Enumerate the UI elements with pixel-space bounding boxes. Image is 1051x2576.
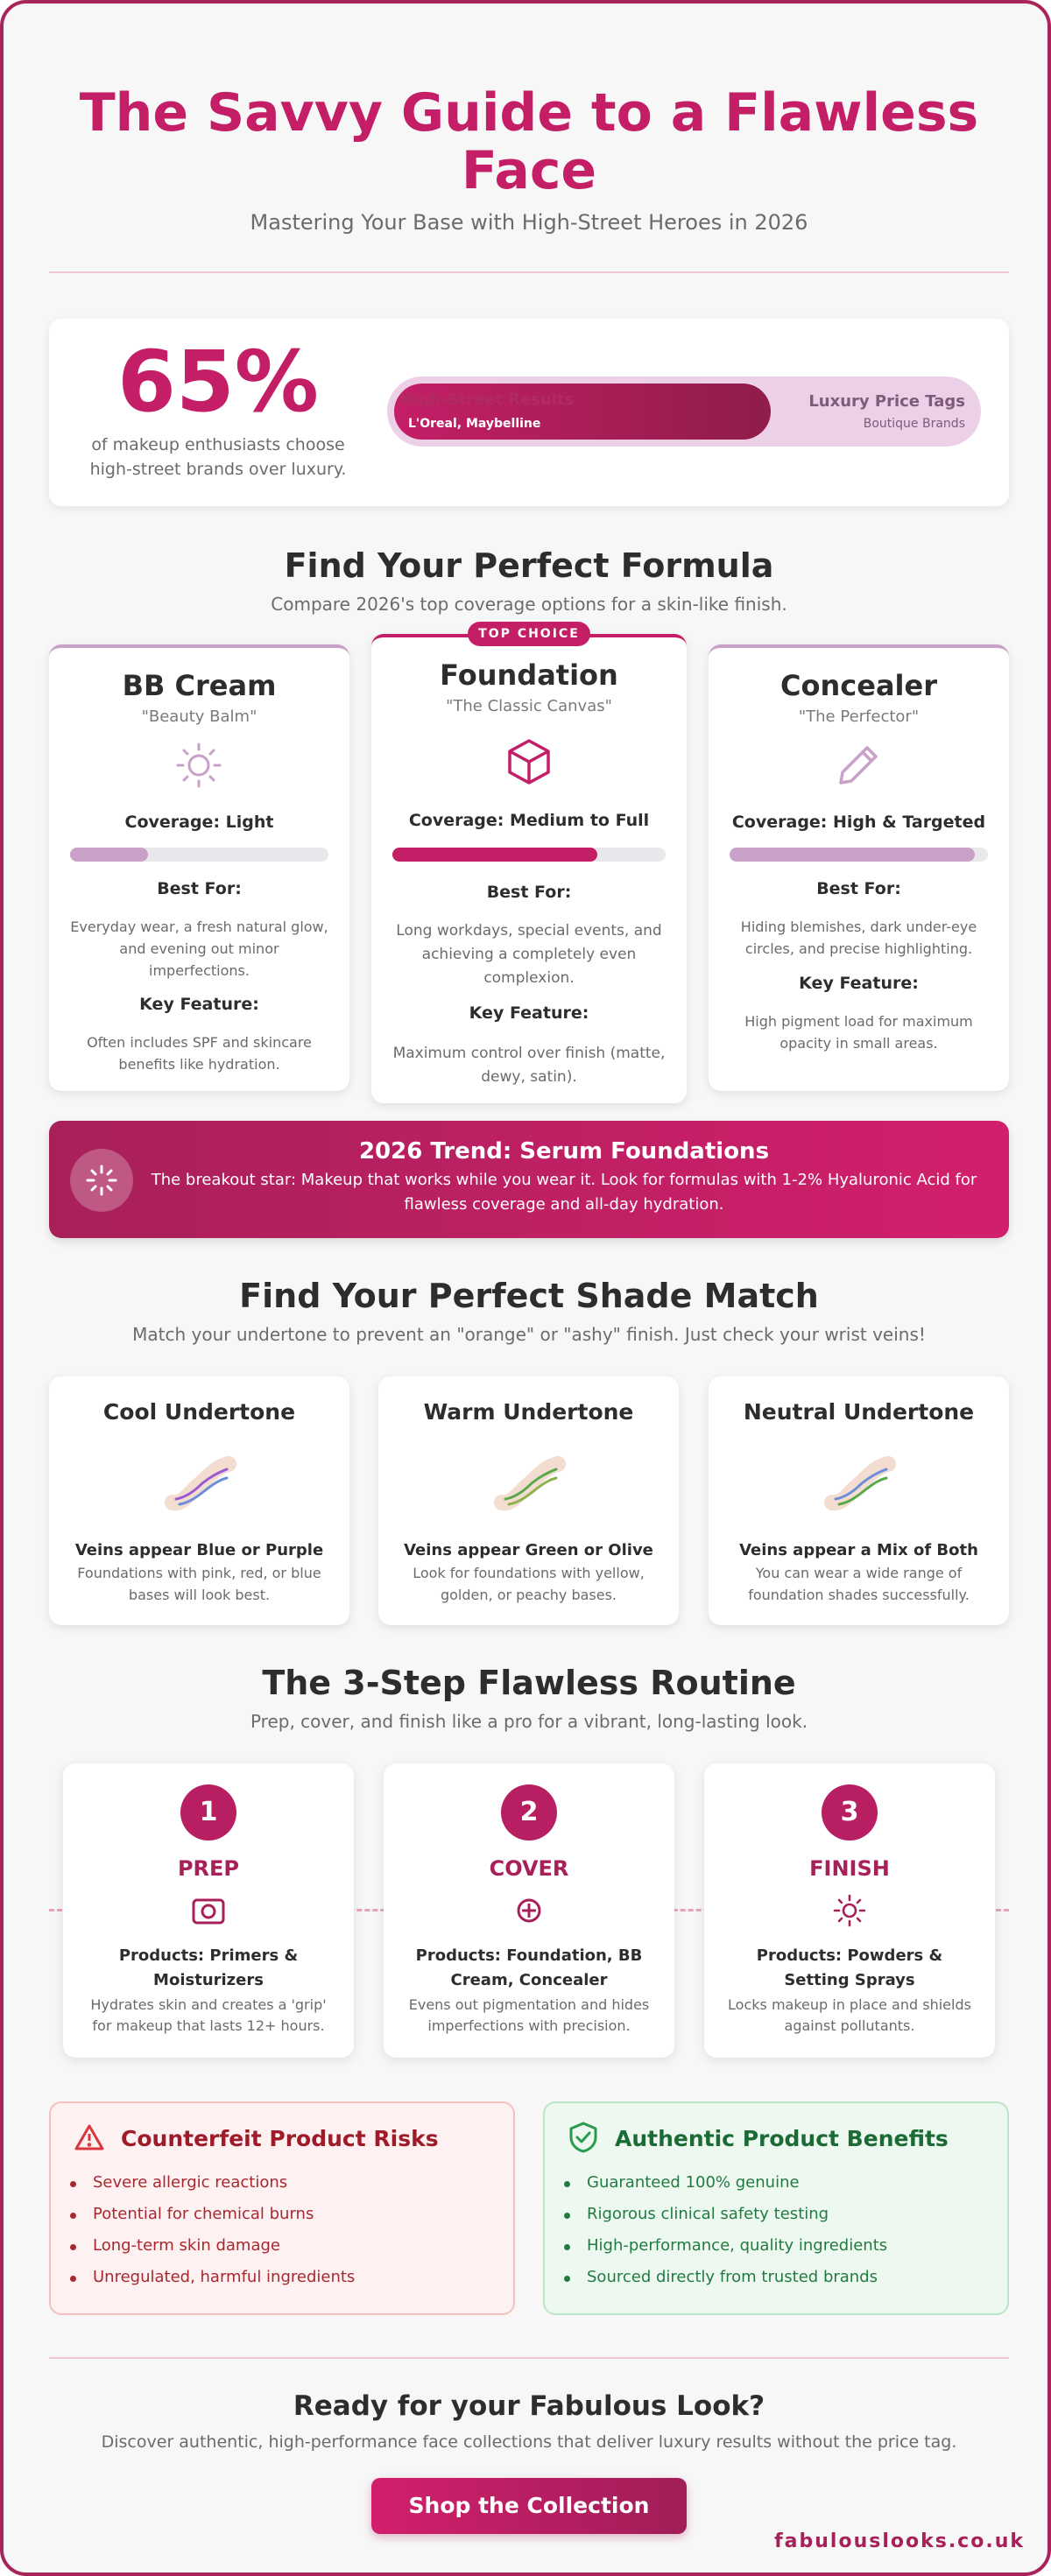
best-for-text: Everyday wear, a fresh natural glow, and evening out minor imperfections.	[70, 918, 328, 979]
cta-title: Ready for your Fabulous Look?	[293, 2390, 765, 2422]
bullet	[564, 2213, 570, 2219]
step-number: 1	[180, 1784, 236, 1841]
page-title: The Savvy Guide to a Flawless Face	[79, 82, 979, 201]
luxury-brands: Boutique Brands	[863, 417, 965, 431]
coverage-bar-track	[392, 848, 666, 862]
divider	[49, 271, 1009, 273]
step-card-prep	[63, 1763, 354, 2058]
bullet	[70, 2244, 76, 2250]
formula-name: Foundation	[440, 658, 618, 692]
formula-nickname: "The Classic Canvas"	[446, 697, 612, 715]
step-card-cover	[384, 1763, 674, 2058]
routine-subtitle: Prep, cover, and finish like a pro for a vibrant, long-lasting look.	[250, 1711, 808, 1732]
undertone-name: Warm Undertone	[423, 1399, 634, 1425]
key-feature-label: Key Feature:	[139, 995, 259, 1014]
stat-description: of makeup enthusiasts choose high-street brands over luxury.	[89, 435, 347, 479]
bullet	[564, 2276, 570, 2282]
shop-collection-button[interactable]: Shop the Collection	[371, 2478, 687, 2534]
vein-description: Veins appear a Mix of Both	[739, 1541, 978, 1559]
circle-cross-icon	[513, 1895, 545, 1930]
key-feature-label: Key Feature:	[799, 974, 919, 993]
coverage-bar-fill	[392, 848, 597, 862]
step-description: Hydrates skin and creates a 'grip' for makeup that lasts 12+ hours.	[90, 1996, 327, 2034]
best-for-text: Hiding blemishes, dark under-eye circles, and precise highlighting.	[740, 918, 977, 957]
shield-check-icon	[568, 2121, 599, 2157]
wrist-veins-icon	[823, 1453, 897, 1520]
step-description: Locks makeup in place and shields against pollutants.	[728, 1996, 971, 2034]
high-street-brands: L'Oreal, Maybelline	[408, 417, 541, 431]
formula-nickname: "The Perfector"	[798, 707, 920, 726]
bullet	[564, 2181, 570, 2187]
list-item	[564, 2173, 1002, 2205]
coverage-bar-fill	[730, 848, 975, 862]
undertone-advice: Look for foundations with yellow, golden, or peachy bases.	[413, 1565, 645, 1603]
step-number: 2	[501, 1784, 557, 1841]
risk-text: Potential for chemical burns	[93, 2205, 314, 2223]
wrist-veins-icon	[164, 1453, 237, 1520]
benefit-text: Sourced directly from trusted brands	[587, 2268, 878, 2286]
formula-title: Find Your Perfect Formula	[284, 546, 774, 585]
risks-title: Counterfeit Product Risks	[121, 2126, 439, 2151]
list-item	[70, 2236, 508, 2268]
formula-name: BB Cream	[122, 669, 277, 702]
trend-title: 2026 Trend: Serum Foundations	[358, 1138, 770, 1165]
undertone-name: Cool Undertone	[102, 1399, 296, 1425]
step-name: COVER	[489, 1856, 569, 1881]
cta-subtitle: Discover authentic, high-performance face collections that deliver luxury results without the price tag.	[101, 2432, 957, 2452]
list-item	[70, 2268, 508, 2299]
warning-icon	[74, 2122, 105, 2156]
formula-card-concealer	[709, 644, 1009, 1091]
step-products: Products: Primers & Moisturizers	[118, 1946, 299, 1989]
list-item	[564, 2236, 1002, 2268]
risks-list	[70, 2173, 508, 2299]
step-products: Products: Foundation, BB Cream, Concealer	[415, 1946, 643, 1989]
step-number: 3	[822, 1784, 878, 1841]
key-feature-text: Maximum control over finish (matte, dewy, satin).	[392, 1045, 666, 1086]
top-choice-badge: TOP CHOICE	[468, 622, 590, 646]
shade-card-cool	[49, 1376, 349, 1625]
trend-text: The breakout star: Makeup that works while you wear it. Look for formulas with 1-2% Hyaluronic Acid for flawless coverage and all-day hydration.	[151, 1171, 977, 1214]
shade-subtitle: Match your undertone to prevent an "orange" or "ashy" finish. Just check your wrist veins!	[132, 1324, 926, 1345]
coverage-bar-track	[70, 848, 328, 862]
coverage-label: Coverage: Light	[124, 813, 274, 832]
bullet	[70, 2213, 76, 2219]
stat-value: 65%	[117, 333, 319, 431]
formula-nickname: "Beauty Balm"	[141, 707, 257, 726]
risk-text: Long-term skin damage	[93, 2236, 280, 2255]
list-item	[564, 2268, 1002, 2299]
step-products: Products: Powders & Setting Sprays	[756, 1946, 943, 1989]
site-url[interactable]: fabulouslooks.co.uk	[774, 2530, 1025, 2552]
step-description: Evens out pigmentation and hides imperfections with precision.	[408, 1996, 650, 2034]
divider	[49, 2357, 1009, 2359]
stat-block	[65, 333, 371, 482]
page-subtitle: Mastering Your Base with High-Street Heroes in 2026	[250, 210, 808, 235]
formula-card-bb-cream	[49, 644, 349, 1091]
bullet	[70, 2276, 76, 2282]
shade-card-neutral	[709, 1376, 1009, 1625]
risk-text: Severe allergic reactions	[93, 2173, 288, 2192]
bullet	[564, 2244, 570, 2250]
high-street-label: High-Street Results	[399, 391, 575, 409]
sun-icon	[832, 1893, 867, 1932]
camera-icon	[191, 1895, 226, 1930]
wrist-veins-icon	[493, 1453, 567, 1520]
undertone-name: Neutral Undertone	[743, 1399, 975, 1425]
undertone-advice: You can wear a wide range of foundation shades successfully.	[748, 1565, 970, 1603]
vein-description: Veins appear Blue or Purple	[74, 1541, 324, 1559]
sun-icon	[174, 741, 223, 793]
list-item	[70, 2173, 508, 2205]
coverage-label: Coverage: High & Targeted	[731, 813, 986, 832]
key-feature-label: Key Feature:	[469, 1003, 589, 1023]
pencil-icon	[834, 741, 883, 793]
benefits-list	[564, 2173, 1002, 2299]
formula-subtitle: Compare 2026's top coverage options for a skin-like finish.	[271, 594, 787, 615]
list-item	[70, 2205, 508, 2236]
undertone-advice: Foundations with pink, red, or blue bases will look best.	[77, 1565, 321, 1603]
risk-text: Unregulated, harmful ingredients	[93, 2268, 356, 2286]
best-for-label: Best For:	[486, 883, 572, 902]
benefit-text: Rigorous clinical safety testing	[587, 2205, 829, 2223]
coverage-bar-track	[730, 848, 988, 862]
key-feature-text: High pigment load for maximum opacity in small areas.	[744, 1013, 973, 1052]
coverage-label: Coverage: Medium to Full	[408, 811, 650, 830]
best-for-label: Best For:	[816, 879, 901, 898]
formula-name: Concealer	[780, 669, 937, 702]
vein-description: Veins appear Green or Olive	[404, 1541, 653, 1559]
shade-card-warm	[378, 1376, 679, 1625]
cube-icon	[503, 735, 555, 792]
benefits-title: Authentic Product Benefits	[615, 2126, 949, 2151]
luxury-label: Luxury Price Tags	[808, 392, 965, 411]
key-feature-text: Often includes SPF and skincare benefits like hydration.	[87, 1034, 312, 1073]
best-for-text: Long workdays, special events, and achieving a completely even complexion.	[396, 922, 662, 987]
step-name: PREP	[177, 1856, 240, 1881]
step-card-finish	[704, 1763, 995, 2058]
benefit-text: High-performance, quality ingredients	[587, 2236, 888, 2255]
sparkle-icon	[70, 1149, 133, 1212]
step-name: FINISH	[809, 1856, 890, 1881]
best-for-label: Best For:	[157, 879, 242, 898]
bullet	[70, 2181, 76, 2187]
shade-title: Find Your Perfect Shade Match	[239, 1277, 819, 1315]
benefit-text: Guaranteed 100% genuine	[587, 2173, 800, 2192]
list-item	[564, 2205, 1002, 2236]
formula-card-foundation	[371, 634, 687, 1103]
routine-title: The 3-Step Flawless Routine	[262, 1664, 796, 1702]
coverage-bar-fill	[70, 848, 148, 862]
